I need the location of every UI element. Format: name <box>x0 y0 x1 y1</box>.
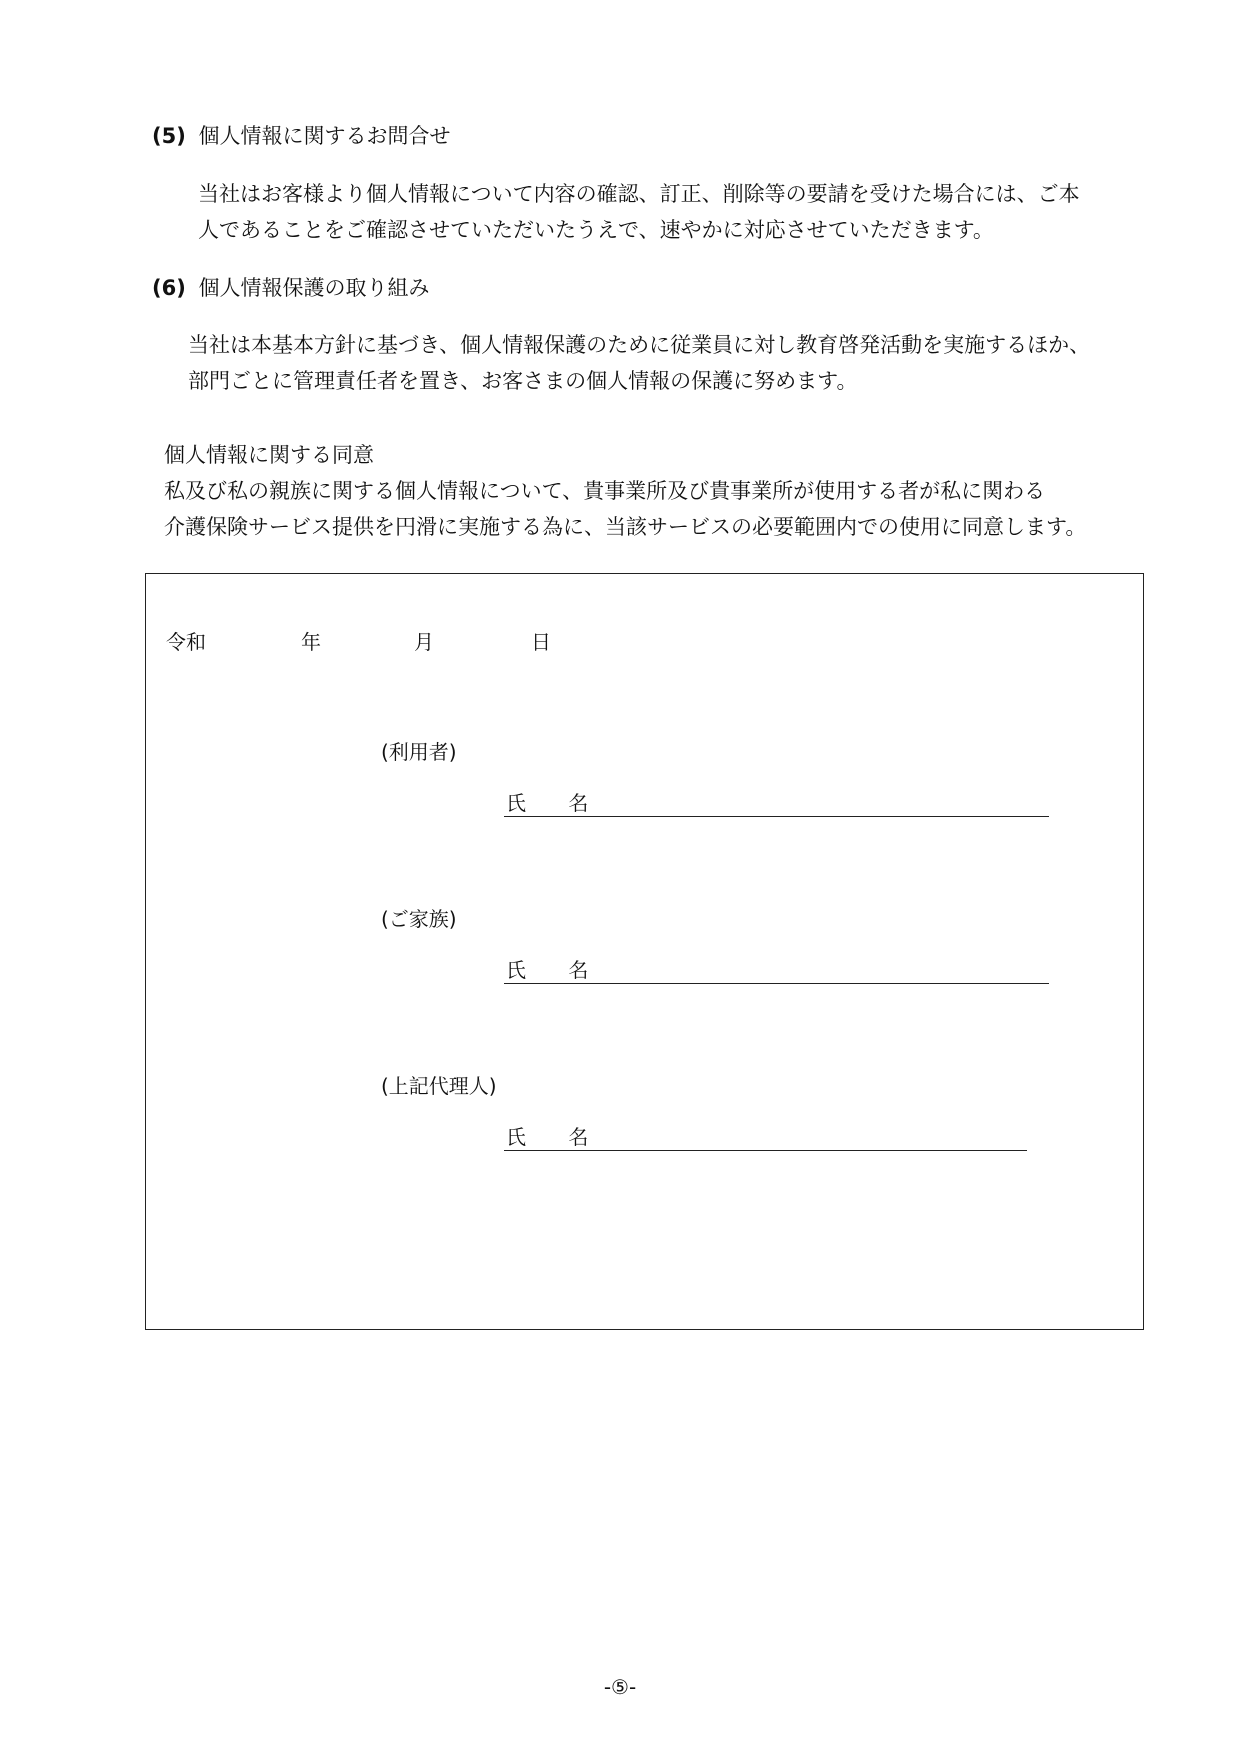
section-6-heading <box>152 272 430 302</box>
page-number: -⑤- <box>603 1675 637 1699</box>
agent-name-field[interactable] <box>504 1120 1027 1151</box>
date-era: 令和 <box>166 630 206 654</box>
role-agent-label: (上記代理人) <box>381 1074 497 1098</box>
user-name-label: 氏 名 <box>506 791 607 815</box>
section-5-title: 個人情報に関するお問合せ <box>198 124 451 148</box>
role-family-label: (ご家族) <box>381 907 457 931</box>
consent-line-2: 介護保険サービス提供を円滑に実施する為に、当該サービスの必要範囲内での使用に同意します。 <box>164 515 1087 539</box>
section-6-title: 個人情報保護の取り組み <box>198 276 430 300</box>
section-5-heading <box>152 120 451 150</box>
consent-line-1: 私及び私の親族に関する個人情報について、貴事業所及び貴事業所が使用する者が私に関わる <box>164 479 1046 503</box>
date-year: 年 <box>301 630 321 654</box>
section-5-body <box>198 176 1080 248</box>
consent-block <box>164 437 1086 545</box>
family-name-label: 氏 名 <box>506 958 607 982</box>
section-6-body <box>188 327 1090 399</box>
section-5-body-line-2: 人であることをご確認させていただいたうえで、速やかに対応させていただきます。 <box>198 218 994 242</box>
section-5-body-line-1: 当社はお客様より個人情報について内容の確認、訂正、削除等の要請を受けた場合には、ご本 <box>198 182 1080 206</box>
section-5-number: (5) <box>152 124 186 148</box>
user-name-field[interactable] <box>504 786 1049 817</box>
section-6-body-line-2: 部門ごとに管理責任者を置き、お客さまの個人情報の保護に努めます。 <box>188 369 858 393</box>
section-6-number: (6) <box>152 276 186 300</box>
date-day: 日 <box>531 630 551 654</box>
consent-signature-form <box>145 573 1144 1330</box>
section-6-body-line-1: 当社は本基本方針に基づき、個人情報保護のために従業員に対し教育啓発活動を実施するほか、 <box>188 333 1091 357</box>
role-user-label: (利用者) <box>381 740 457 764</box>
agent-name-label: 氏 名 <box>506 1125 607 1149</box>
consent-title: 個人情報に関する同意 <box>164 443 374 467</box>
date-month: 月 <box>414 630 434 654</box>
family-name-field[interactable] <box>504 953 1049 984</box>
